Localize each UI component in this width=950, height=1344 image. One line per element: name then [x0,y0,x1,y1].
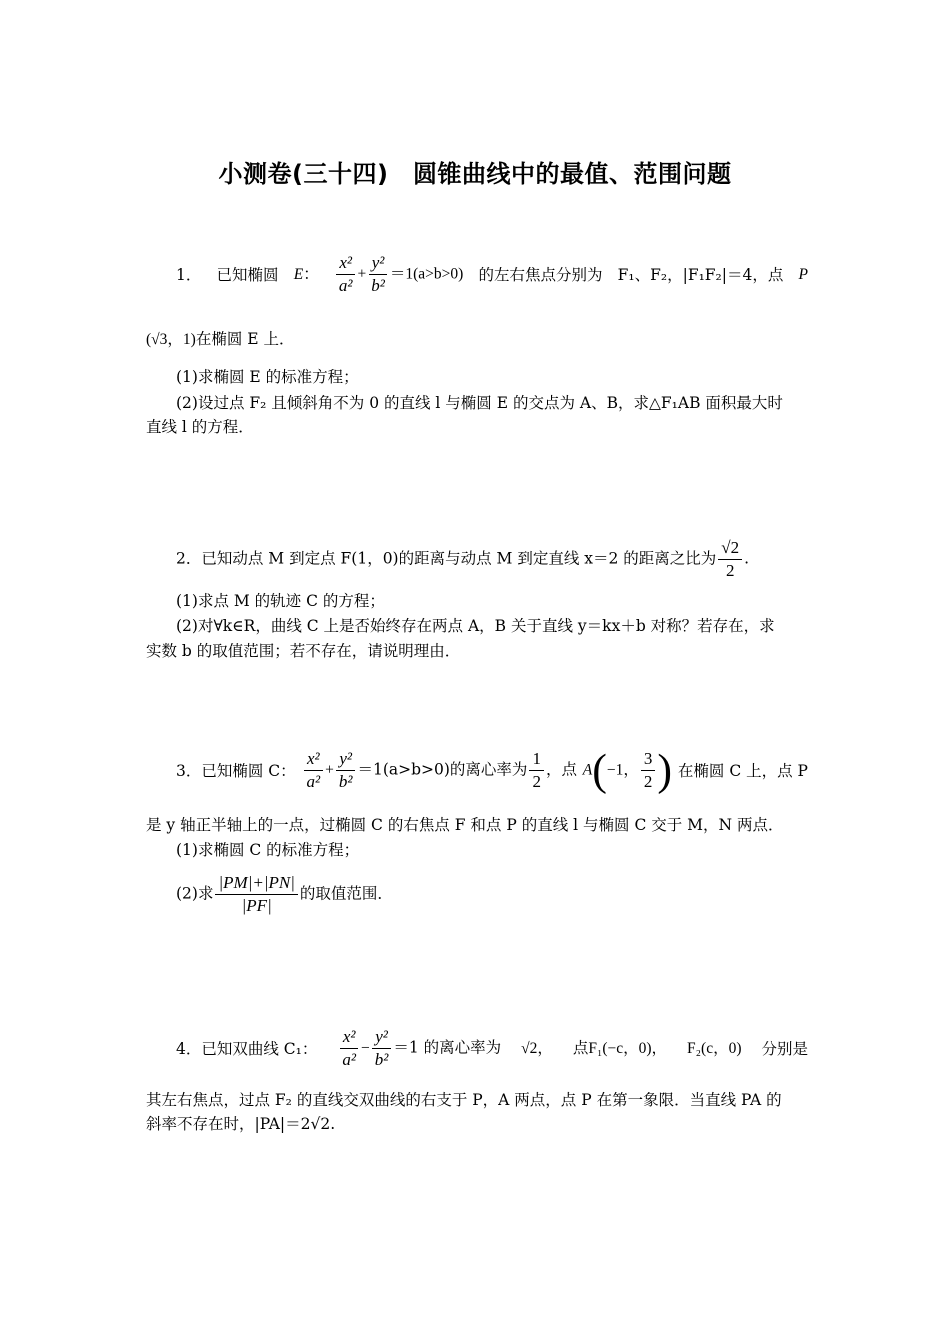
problem-2-part-2-cont: 实数 b 的取值范围；若不存在，请说明理由． [146,642,461,660]
problem-3-stem: 3．已知椭圆 C： $\frac{\text{x²}}{\text{a²}}$ + $\frac{\text{y²}}{\text{b²}}$ ＝1(a>b>0)的离心率为 $\frac{1}{2}$ ，点 A(−1， $\frac{3}{2}$ ) 在椭圆 C 上，点 P [176,745,808,795]
problem-2-part-2: (2)对∀k∈R，曲线 C 上是否始终存在两点 A，B 关于直线 y＝kx＋b 对称？若存在，求 [176,617,775,635]
page-title: 小测卷(三十四) 圆锥曲线中的最值、范围问题 [218,160,732,188]
problem-1-stem-cont: (√3，1)在椭圆 E 上． [146,330,295,348]
ratio-expression: $\frac{|PM|+|PN|}{|PF|}$ [215,872,297,917]
problem-3-part-2: (2)求 $\frac{|PM|+|PN|}{|PF|}$ 的取值范围． [176,873,393,915]
ellipse-equation: $\frac{\text{x²}}{\text{a²}}$ + $\frac{\text{y²}}{\text{b²}}$ ＝1(a>b>0) [334,252,463,297]
problem-1-part-1: (1)求椭圆 E 的标准方程； [176,368,359,386]
problem-3-stem-cont: 是 y 轴正半轴上的一点，过椭圆 C 的右焦点 F 和点 P 的直线 l 与椭圆 C 交于 M，N 两点． [146,816,784,834]
problem-1-text-a: 已知椭圆 [216,265,279,284]
ellipse-equation-3: $\frac{\text{x²}}{\text{a²}}$ + $\frac{\text{y²}}{\text{b²}}$ ＝1(a>b>0)的离心率为 $\frac{1}{2}$ ，点 [302,748,577,793]
problem-1-part-2-cont: 直线 l 的方程． [146,418,254,436]
problem-2-part-1: (1)求点 M 的轨迹 C 的方程； [176,592,385,610]
ratio-fraction: $\frac{√2}{2}$ [718,537,742,582]
problem-1-stem: 1． 已知椭圆 E： $\frac{\text{x²}}{\text{a²}}$ + $\frac{\text{y²}}{\text{b²}}$ ＝1(a>b>0) 的左右焦点分别为 F₁、F₂，|F₁F₂|＝4，点 P [176,253,808,295]
hyperbola-equation: $\frac{\text{x²}}{\text{a²}}$ − $\frac{\text{y²}}{\text{b²}}$ ＝1 的离心率为 [337,1026,501,1071]
problem-1-number: 1． [176,265,202,284]
problem-4-stem-cont-2: 斜率不存在时，|PA|＝2√2. [146,1115,336,1133]
problem-2-stem: 2．已知动点 M 到定点 F(1，0)的距离与动点 M 到定直线 x＝2 的距离之比为 $\frac{√2}{2}$ . [176,538,750,580]
problem-1-part-2: (2)设过点 F₂ 且倾斜角不为 0 的直线 l 与椭圆 E 的交点为 A、B，求△F₁AB 面积最大时 [176,394,783,412]
problem-4-stem: 4．已知双曲线 C₁： $\frac{\text{x²}}{\text{a²}}$ − $\frac{\text{y²}}{\text{b²}}$ ＝1 的离心率为 √2， 点F₁(−c，0)， F₂(c，0) 分别是 [176,1027,808,1069]
point-a-coord: A(−1， $\frac{3}{2}$ ) [582,745,673,795]
problem-3-part-1: (1)求椭圆 C 的标准方程； [176,841,360,859]
problem-4-stem-cont: 其左右焦点，过点 F₂ 的直线交双曲线的右支于 P，A 两点，点 P 在第一象限．当直线 PA 的 [146,1091,782,1109]
